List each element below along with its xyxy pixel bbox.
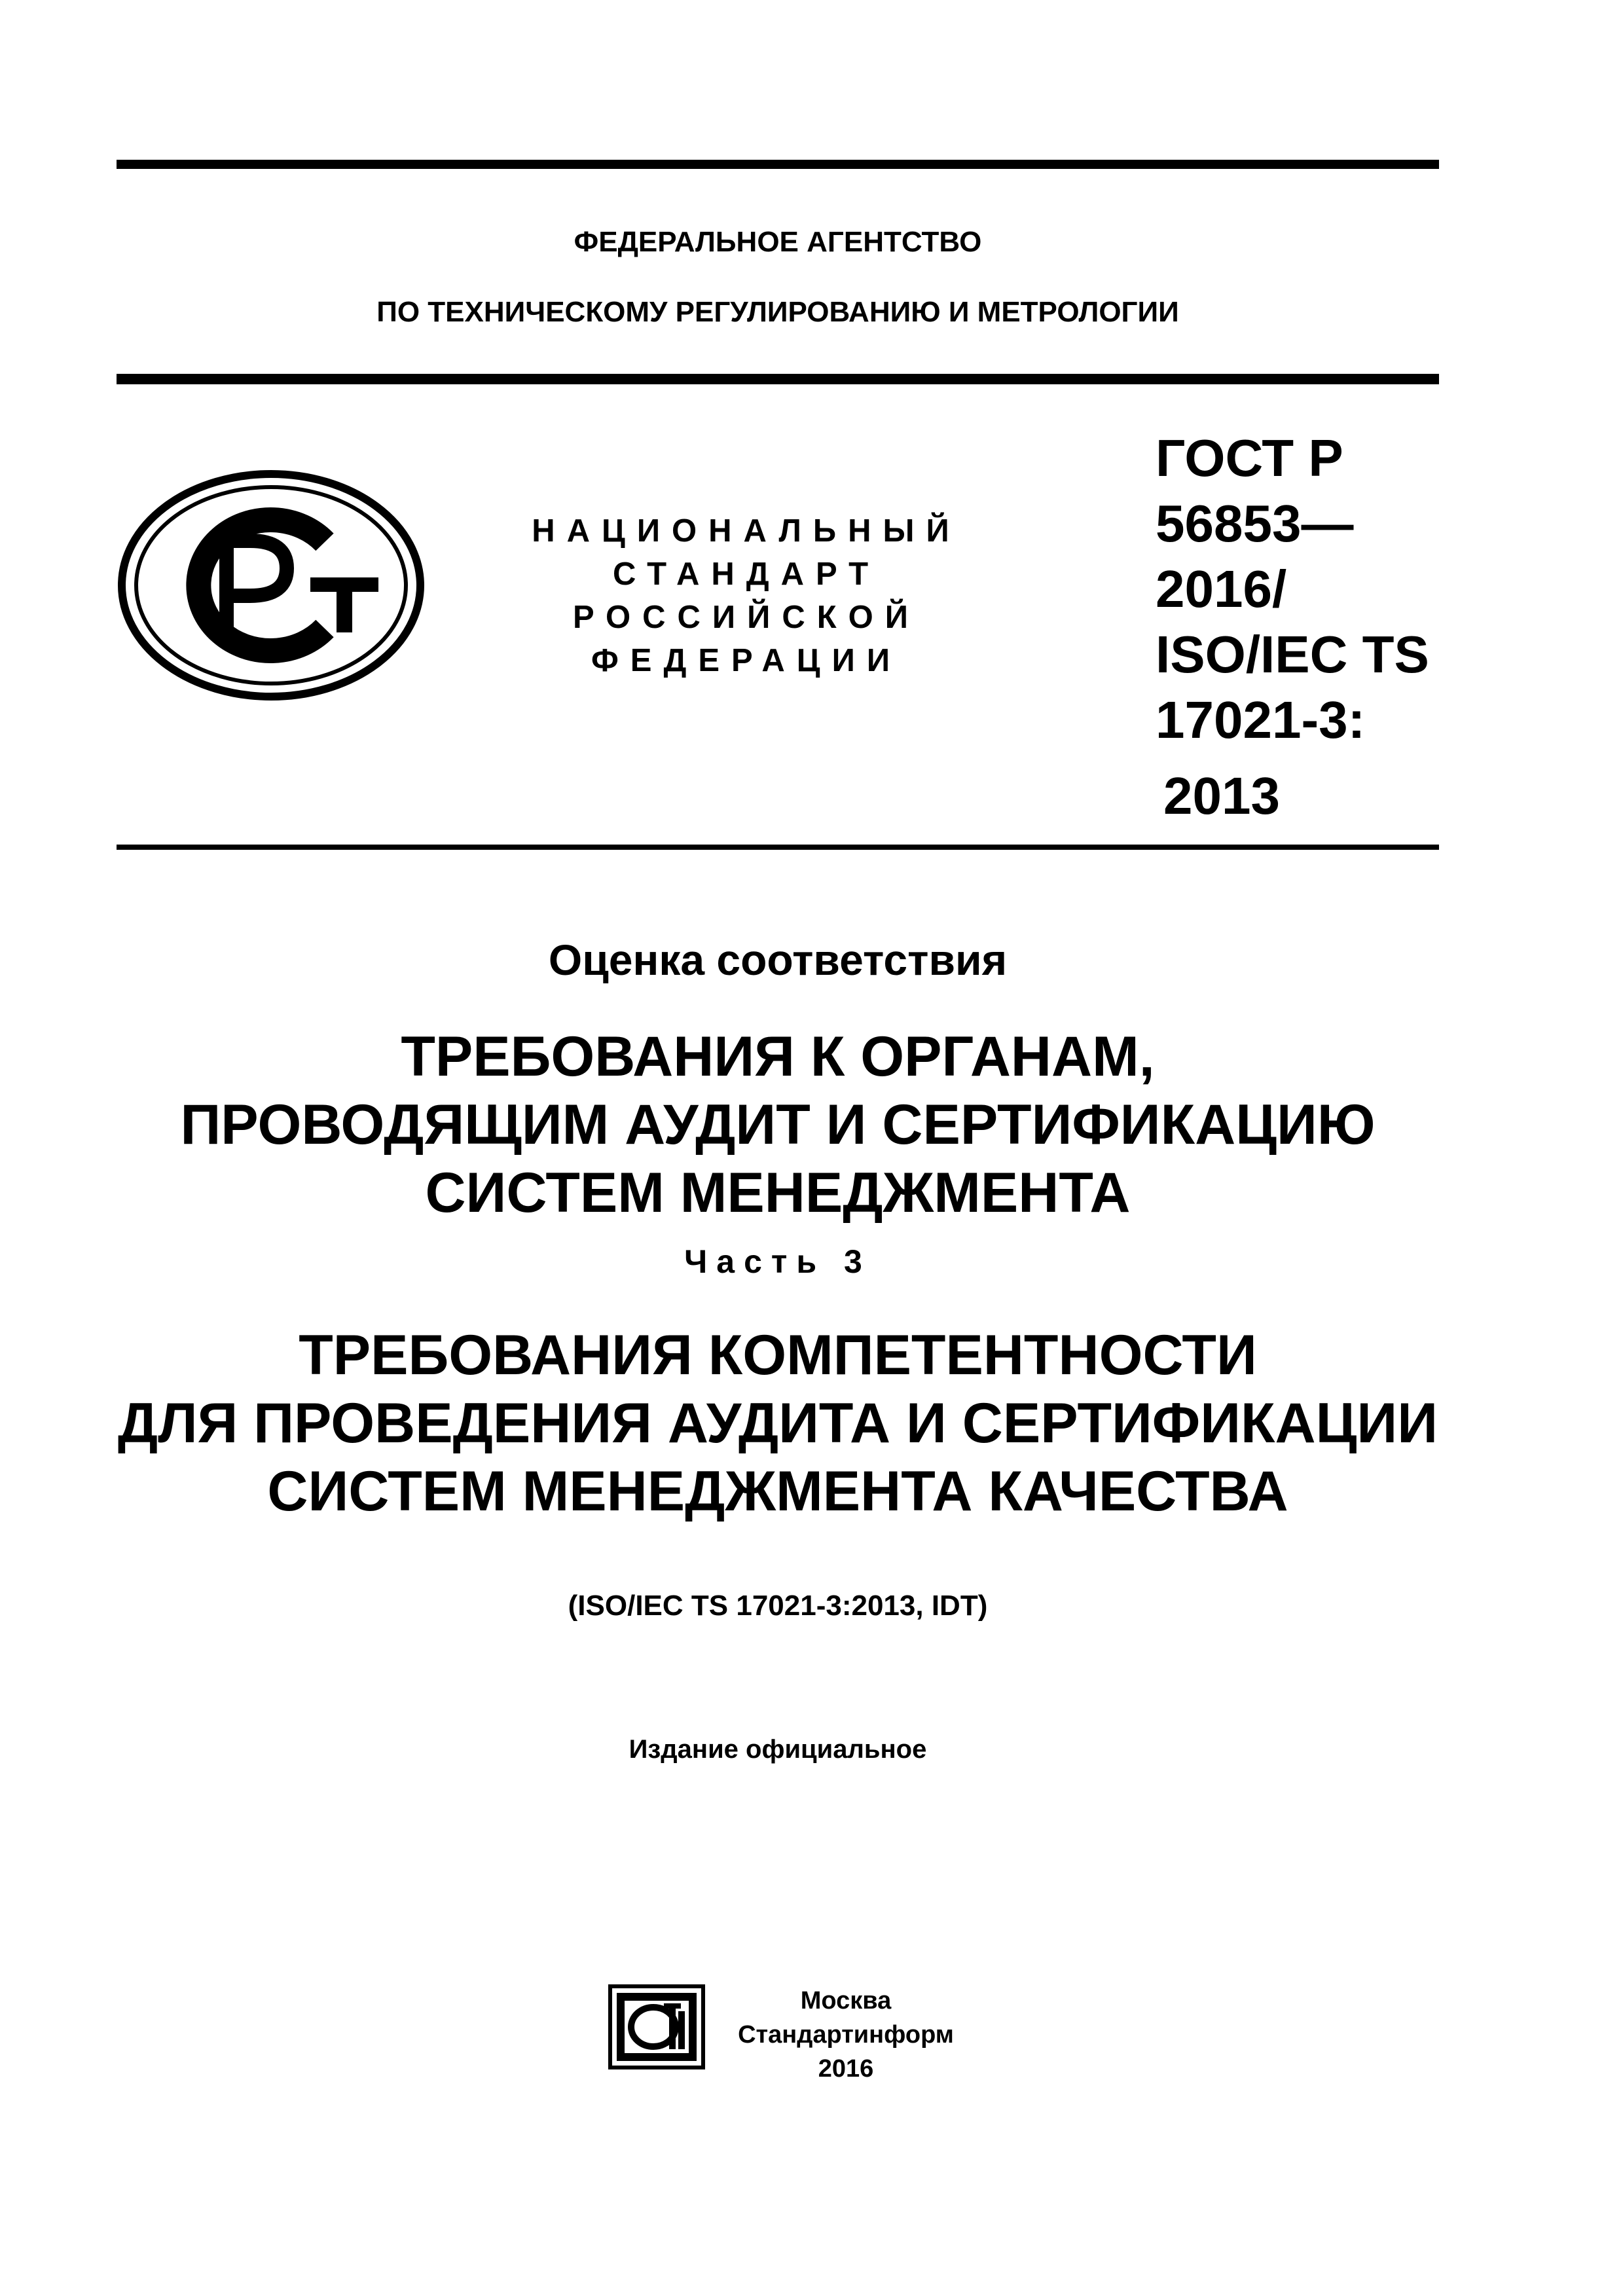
- standard-type-line: ФЕДЕРАЦИИ: [591, 643, 902, 678]
- designation-line: ГОСТ Р: [1156, 429, 1343, 487]
- standard-designation: [1156, 426, 1429, 829]
- designation-line: ISO/IEC TS: [1156, 625, 1429, 683]
- part-label: Часть 3: [684, 1243, 871, 1280]
- standard-type: [498, 509, 995, 682]
- rst-certification-mark-icon: [117, 470, 426, 704]
- designation-line: 2013: [1163, 767, 1280, 825]
- part-title-line: ДЛЯ ПРОВЕДЕНИЯ АУДИТА И СЕРТИФИКАЦИИ: [117, 1392, 1438, 1455]
- header-bottom-rule: [117, 845, 1439, 850]
- part-title-line: ТРЕБОВАНИЯ КОМПЕТЕНТНОСТИ: [299, 1324, 1257, 1387]
- edition-note: Издание официальное: [629, 1735, 927, 1764]
- standard-type-line: РОССИЙСКОЙ: [573, 600, 920, 635]
- main-title-line: ПРОВОДЯЩИМ АУДИТ И СЕРТИФИКАЦИЮ: [180, 1093, 1376, 1156]
- standard-type-line: НАЦИОНАЛЬНЫЙ: [532, 513, 961, 549]
- agency-line-2: ПО ТЕХНИЧЕСКОМУ РЕГУЛИРОВАНИЮ И МЕТРОЛОГИИ: [376, 296, 1179, 328]
- equivalence-note: (ISO/IEC TS 17021-3:2013, IDT): [568, 1590, 988, 1622]
- designation-line: 56853—: [1156, 494, 1354, 553]
- publisher-year: 2016: [818, 2055, 874, 2083]
- publisher-block: [721, 1984, 970, 2086]
- designation-line: 2016/: [1156, 560, 1287, 618]
- main-title-line: СИСТЕМ МЕНЕДЖМЕНТА: [425, 1161, 1131, 1224]
- designation-line: 17021-3:: [1156, 691, 1366, 749]
- standartinform-logo-icon: [608, 1984, 706, 2073]
- part-title-line: СИСТЕМ МЕНЕДЖМЕНТА КАЧЕСТВА: [267, 1460, 1288, 1523]
- main-title-line: ТРЕБОВАНИЯ К ОРГАНАМ,: [401, 1025, 1155, 1088]
- main-title: [117, 1023, 1439, 1227]
- standard-type-line: СТАНДАРТ: [612, 556, 881, 592]
- top-rule: [117, 160, 1439, 169]
- publisher-city: Москва: [800, 1987, 892, 2014]
- agency-line-1: ФЕДЕРАЛЬНОЕ АГЕНТСТВО: [574, 226, 982, 258]
- publisher-name: Стандартинформ: [738, 2021, 954, 2049]
- agency-rule: [117, 374, 1439, 384]
- subject-heading: Оценка соответствия: [548, 936, 1008, 984]
- part-title: [117, 1321, 1439, 1525]
